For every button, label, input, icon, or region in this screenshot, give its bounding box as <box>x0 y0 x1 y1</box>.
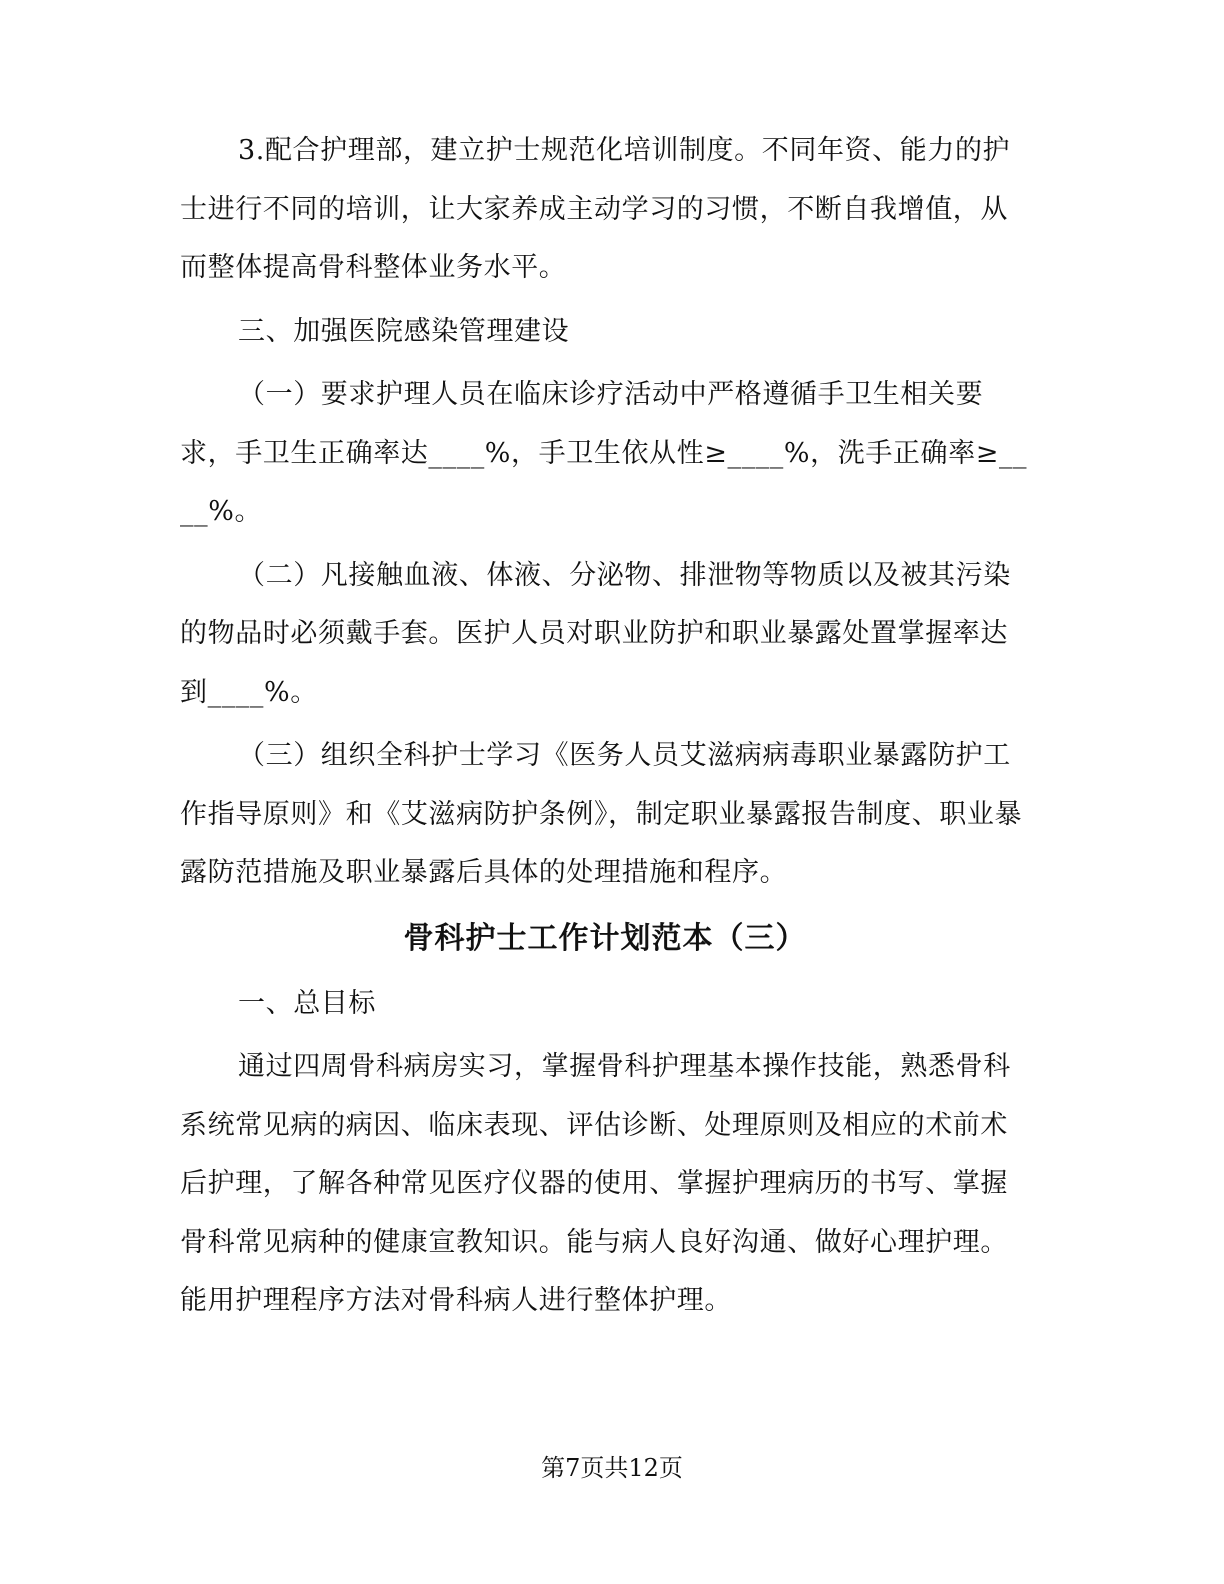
section-heading-infection-control: 三、加强医院感染管理建设 <box>238 315 570 347</box>
document-section-title: 骨科护士工作计划范本（三） <box>403 920 807 956</box>
paragraph-aids-exposure-training: （三）组织全科护士学习《医务人员艾滋病病毒职业暴露防护工作指导原则》和《艾滋病防护条例》，制定职业暴露报告制度、职业暴露防范措施及职业暴露后具体的处理措施和程序。 <box>180 740 1023 888</box>
page-number-footer: 第7页共12页 <box>541 1454 683 1482</box>
paragraph-occupational-protection: （二）凡接触血液、体液、分泌物、排泄物等物质以及被其污染的物品时必须戴手套。医护人员对职业防护和职业暴露处置掌握率达到____%。 <box>180 559 1011 708</box>
paragraph-hand-hygiene: （一）要求护理人员在临床诊疗活动中严格遵循手卫生相关要求，手卫生正确率达____%，手卫生依从性≥____%，洗手正确率≥____%。 <box>180 379 1028 527</box>
section-heading-general-goal: 一、总目标 <box>238 987 376 1019</box>
paragraph-general-goal: 通过四周骨科病房实习，掌握骨科护理基本操作技能，熟悉骨科系统常见病的病因、临床表现、评估诊断、处理原则及相应的术前术后护理，了解各种常见医疗仪器的使用、掌握护理病历的书写、掌握骨科常见病种的健康宣教知识。能与病人良好沟通、做好心理护理。能用护理程序方法对骨科病人进行整体护理。 <box>180 1051 1011 1316</box>
document-body <box>180 122 1030 1336</box>
paragraph-training-system: 3.配合护理部，建立护士规范化培训制度。不同年资、能力的护士进行不同的培训，让大家养成主动学习的习惯，不断自我增值，从而整体提高骨科整体业务水平。 <box>180 135 1011 283</box>
